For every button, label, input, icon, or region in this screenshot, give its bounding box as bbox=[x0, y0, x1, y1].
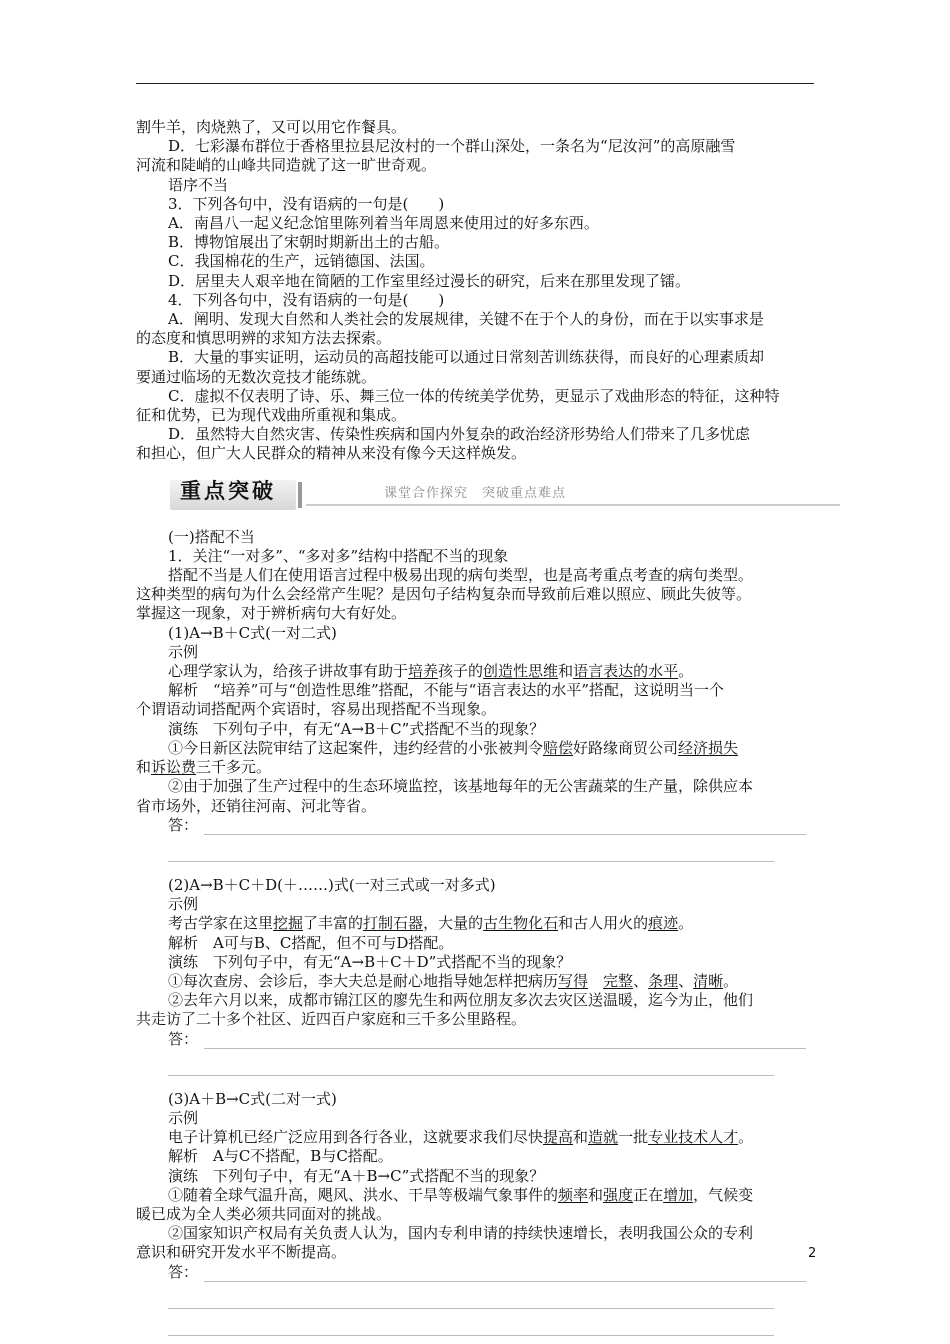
drill-sentence-cont: 意识和研究开发水平不断提高。 bbox=[136, 1243, 347, 1262]
drill-sentence: ②去年六月以来，成都市锦江区的廖先生和两位朋友多次去灾区送温暖，迄今为止，他们 bbox=[168, 991, 754, 1010]
section-1 bbox=[136, 528, 816, 624]
drill-sentence-cont: 共走访了二十多个社区、近四百户家庭和三千多公里路程。 bbox=[136, 1010, 527, 1029]
drill-prompt: 演练 下列句子中，有无“A＋B→C”式搭配不当的现象？ bbox=[168, 1166, 545, 1185]
page-number: 2 bbox=[808, 1246, 817, 1261]
text-line: 和担心，但广大人民群众的精神从来没有像今天这样焕发。 bbox=[136, 444, 527, 463]
analysis-line: 个谓语动词搭配两个宾语时，容易出现搭配不当现象。 bbox=[136, 700, 497, 719]
text-line: 征和优势，已为现代戏曲所重视和集成。 bbox=[136, 406, 407, 425]
text-line: 掌握这一现象，对于辨析病句大有好处。 bbox=[136, 604, 407, 623]
option-c: C．我国棉花的生产，远销德国、法国。 bbox=[168, 252, 435, 271]
option-d: D．虽然特大自然灾害、传染性疾病和国内外复杂的政治经济形势给人们带来了几多忧虑 bbox=[168, 425, 751, 444]
example-label: 示例 bbox=[168, 1108, 199, 1127]
answer-field[interactable] bbox=[136, 1263, 816, 1282]
section-banner bbox=[136, 474, 816, 516]
text-line: 语序不当 bbox=[168, 175, 229, 194]
pattern-title: (1)A→B＋C式(一对二式) bbox=[168, 623, 337, 642]
option-a: A．阐明、发现大自然和人类社会的发展规律，关键不在于个人的身份，而在于以实事求是 bbox=[168, 310, 764, 329]
answer-label: 答： bbox=[168, 815, 199, 834]
top-lines bbox=[136, 118, 816, 464]
drill-sentence: ②国家知识产权局有关负责人认为，国内专利申请的持续快速增长，表明我国公众的专利 bbox=[168, 1224, 754, 1243]
analysis-line: 解析 “培养”可与“创造性思维”搭配，不能与“语言表达的水平”搭配，这说明当一个 bbox=[168, 681, 725, 700]
text-line: 的态度和慎思明辨的求知方法去探索。 bbox=[136, 329, 392, 348]
option-b: B．大量的事实证明，运动员的高超技能可以通过日常刻苦训练获得，而良好的心理素质却 bbox=[168, 348, 765, 367]
example-label: 示例 bbox=[168, 895, 199, 914]
drill-prompt: 演练 下列句子中，有无“A→B＋C”式搭配不当的现象？ bbox=[168, 719, 545, 738]
drill-sentence: ①每次查房、会诊后，李大夫总是耐心地指导她怎样把病历写得 完整、条理、清晰。 bbox=[168, 971, 739, 990]
item-heading: 1．关注“一对多”、“多对多”结构中搭配不当的现象 bbox=[168, 546, 509, 565]
drill-sentence-cont: 和诉讼费三千多元。 bbox=[136, 758, 272, 777]
banner-rule bbox=[306, 504, 840, 506]
banner-divider bbox=[298, 482, 302, 508]
example-label: 示例 bbox=[168, 642, 199, 661]
drill-sentence: ①随着全球气温升高，飓风、洪水、干旱等极端气象事件的频率和强度正在增加，气候变 bbox=[168, 1185, 754, 1204]
option-c: C．虚拟不仅表明了诗、乐、舞三位一体的传统美学优势，更显示了戏曲形态的特征，这种特 bbox=[168, 386, 780, 405]
answer-field[interactable] bbox=[136, 816, 816, 835]
answer-label: 答： bbox=[168, 1262, 199, 1281]
answer-blank-line[interactable] bbox=[168, 1309, 774, 1336]
pattern-title: (3)A＋B→C式(二对一式) bbox=[168, 1089, 337, 1108]
text-line: 割牛羊，肉烧熟了，又可以用它作餐具。 bbox=[136, 118, 407, 136]
example-sentence: 电子计算机已经广泛应用到各行各业，这就要求我们尽快提高和造就一批专业技术人才。 bbox=[168, 1128, 754, 1147]
answer-blank-line[interactable] bbox=[168, 1282, 774, 1309]
question-4: 4．下列各句中，没有语病的一句是( ) bbox=[168, 290, 445, 309]
answer-line[interactable] bbox=[204, 822, 806, 835]
drill-sentence: ①今日新区法院审结了这起案件，违约经营的小张被判令赔偿好路缘商贸公司经济损失 bbox=[168, 738, 739, 757]
pattern-2 bbox=[136, 876, 816, 1076]
banner-subtitle: 课堂合作探究 突破重点难点 bbox=[384, 485, 567, 501]
banner-tag bbox=[170, 480, 296, 510]
drill-sentence-cont: 暖已成为全人类必须共同面对的挑战。 bbox=[136, 1204, 392, 1223]
header-rule bbox=[136, 83, 814, 84]
option-a: A．南昌八一起义纪念馆里陈列着当年周恩来使用过的好多东西。 bbox=[168, 214, 599, 233]
pattern-title: (2)A→B＋C＋D(＋……)式(一对三式或一对多式) bbox=[168, 875, 496, 894]
drill-sentence-cont: 省市场外，还销往河南、河北等省。 bbox=[136, 796, 377, 815]
answer-field[interactable] bbox=[136, 1030, 816, 1049]
answer-label: 答： bbox=[168, 1029, 199, 1048]
answer-line[interactable] bbox=[204, 1036, 806, 1049]
answer-blank-line[interactable] bbox=[168, 1049, 774, 1076]
text-line: 河流和陡峭的山峰共同造就了这一旷世奇观。 bbox=[136, 156, 437, 175]
pattern-1 bbox=[136, 624, 816, 862]
text-line: 这种类型的病句为什么会经常产生呢？是因句子结构复杂而导致前后难以照应、顾此失彼等。 bbox=[136, 585, 752, 604]
text-line: 要通过临场的无数次竞技才能练就。 bbox=[136, 367, 377, 386]
question-3: 3．下列各句中，没有语病的一句是( ) bbox=[168, 194, 445, 213]
analysis-line: 解析 A可与B、C搭配，但不可与D搭配。 bbox=[168, 933, 454, 952]
section-heading: (一)搭配不当 bbox=[168, 527, 255, 546]
pattern-3 bbox=[136, 1090, 816, 1336]
drill-prompt: 演练 下列句子中，有无“A→B＋C＋D”式搭配不当的现象？ bbox=[168, 952, 572, 971]
option-d: D．居里夫人艰辛地在简陋的工作室里经过漫长的研究，后来在那里发现了镭。 bbox=[168, 271, 691, 290]
text-line: D．七彩瀑布群位于香格里拉县尼汝村的一个群山深处，一条名为“尼汝河”的高原融雪 bbox=[168, 137, 736, 156]
example-sentence: 考古学家在这里挖掘了丰富的打制石器，大量的古生物化石和古人用火的痕迹。 bbox=[168, 914, 694, 933]
page-content bbox=[136, 118, 816, 1336]
text-line: 搭配不当是人们在使用语言过程中极易出现的病句类型，也是高考重点考查的病句类型。 bbox=[168, 566, 754, 585]
answer-blank-line[interactable] bbox=[168, 835, 774, 862]
example-sentence: 心理学家认为，给孩子讲故事有助于培养孩子的创造性思维和语言表达的水平。 bbox=[168, 662, 694, 681]
analysis-line: 解析 A与C不搭配，B与C搭配。 bbox=[168, 1147, 393, 1166]
option-b: B．博物馆展出了宋朝时期新出土的古船。 bbox=[168, 233, 450, 252]
drill-sentence: ②由于加强了生产过程中的生态环境监控，该基地每年的无公害蔬菜的生产量，除供应本 bbox=[168, 777, 754, 796]
answer-line[interactable] bbox=[204, 1269, 806, 1282]
banner-title: 重点突破 bbox=[180, 478, 276, 503]
